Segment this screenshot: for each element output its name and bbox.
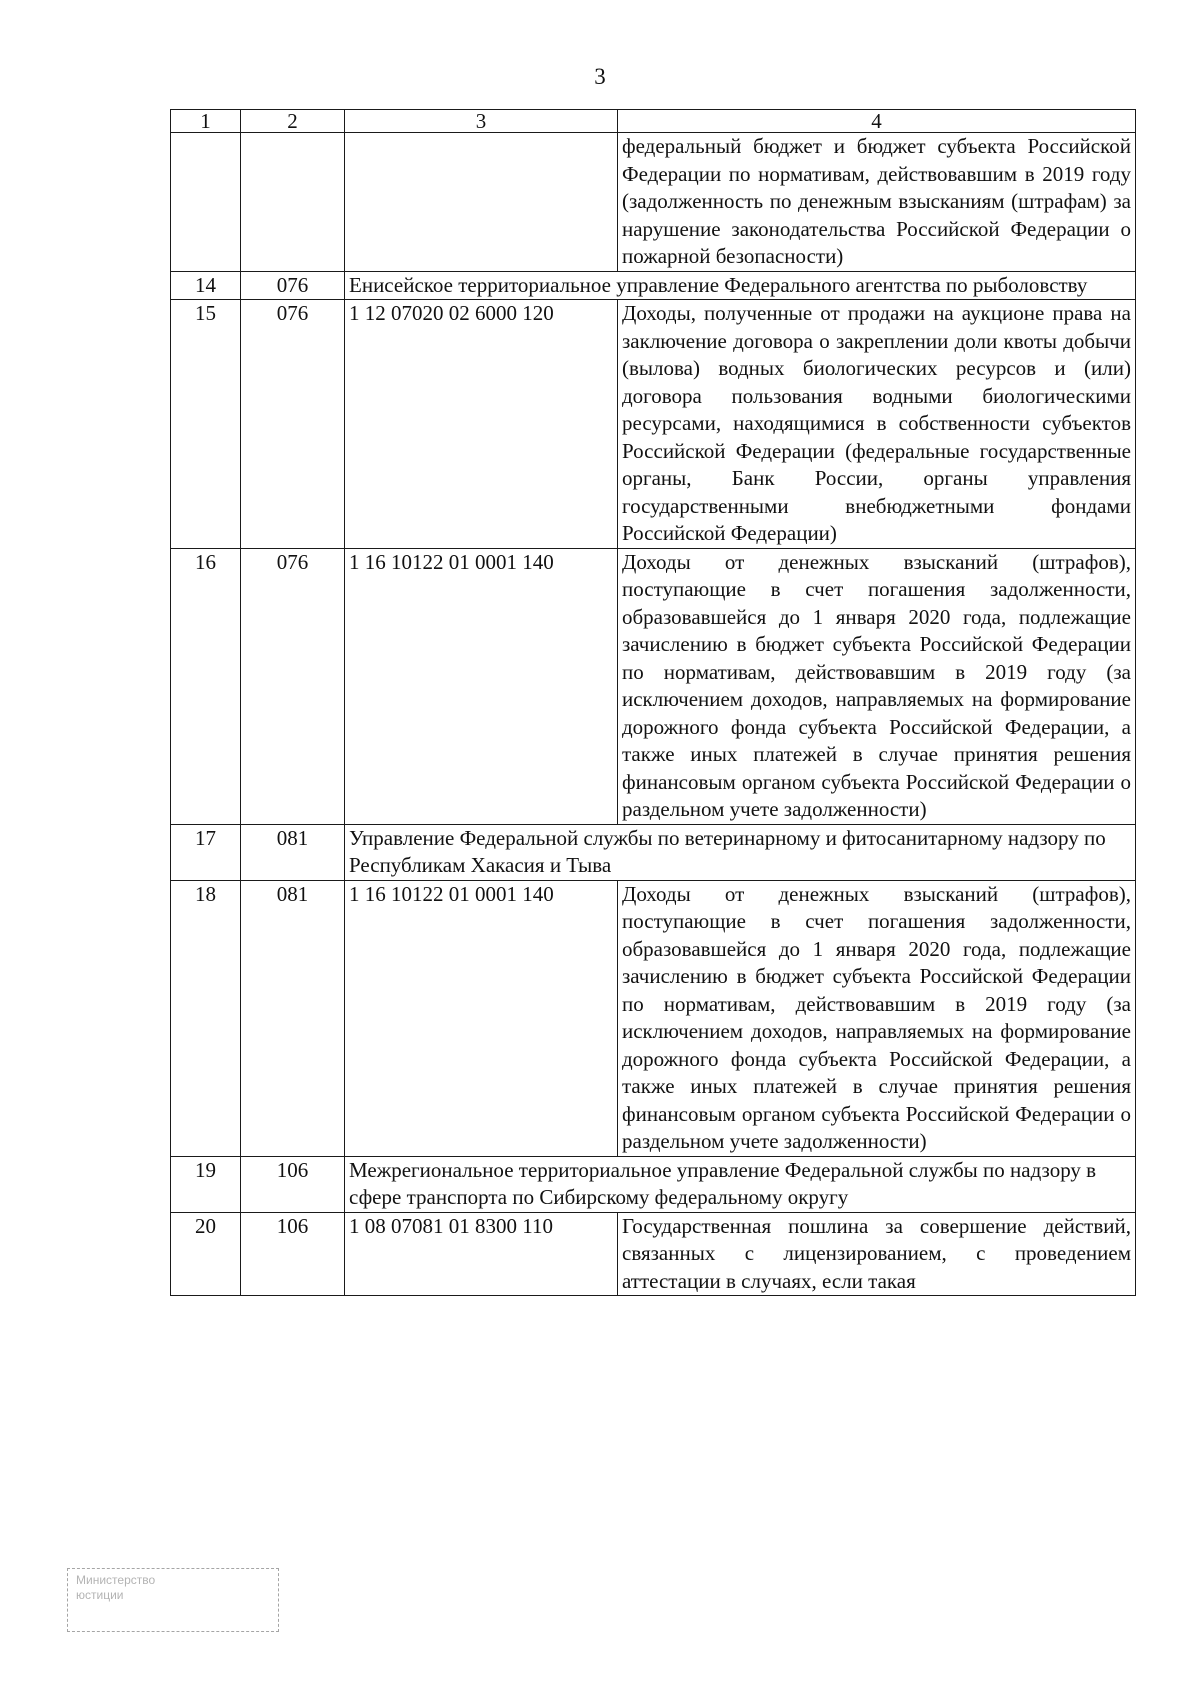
row-number: 15	[171, 300, 241, 549]
row-number: 14	[171, 271, 241, 300]
row-number: 16	[171, 548, 241, 824]
admin-code: 076	[241, 300, 345, 549]
income-description: Доходы, полученные от продажи на аукционе права на заключение договора о закреплении доли квоты добычи (вылова) водных биологических ресурсов и (или) договора пользования водными биологическими ресурсами, находящимися в собственности субъектов Российской Федерации (федеральные государственные органы, Банк России, органы управления государственными внебюджетными фондами Российской Федерации)	[618, 300, 1136, 549]
registration-stamp	[67, 1568, 279, 1632]
header-row	[171, 110, 1136, 133]
admin-code: 106	[241, 1156, 345, 1212]
budget-code: 1 08 07081 01 8300 110	[345, 1212, 618, 1296]
header-col-4: 4	[618, 110, 1136, 133]
page-number: 3	[594, 64, 606, 89]
budget-code: 1 16 10122 01 0001 140	[345, 880, 618, 1156]
table-row	[171, 548, 1136, 824]
admin-code: 076	[241, 548, 345, 824]
continuation-row	[171, 133, 1136, 272]
income-description: Доходы от денежных взысканий (штрафов), поступающие в счет погашения задолженности, образовавшейся до 1 января 2020 года, подлежащие зачислению в бюджет субъекта Российской Федерации по нормативам, действовавшим в 2019 году (за исключением доходов, направляемых на формирование дорожного фонда субъекта Российской Федерации, а также иных платежей в случае принятия решения финансовым органом субъекта Российской Федерации о раздельном учете задолженности)	[618, 880, 1136, 1156]
admin-code: 081	[241, 824, 345, 880]
table-row	[171, 1212, 1136, 1296]
table-row	[171, 824, 1136, 880]
header-col-1: 1	[171, 110, 241, 133]
table-row	[171, 880, 1136, 1156]
admin-code: 081	[241, 880, 345, 1156]
stamp-line-1: Министерство	[76, 1573, 156, 1587]
header-col-2: 2	[241, 110, 345, 133]
admin-code: 106	[241, 1212, 345, 1296]
table-row	[171, 300, 1136, 549]
income-description: Государственная пошлина за совершение действий, связанных с лицензированием, с проведением аттестации в случаях, если такая	[618, 1212, 1136, 1296]
budget-code: 1 12 07020 02 6000 120	[345, 300, 618, 549]
income-description: Доходы от денежных взысканий (штрафов), поступающие в счет погашения задолженности, образовавшейся до 1 января 2020 года, подлежащие зачислению в бюджет субъекта Российской Федерации по нормативам, действовавшим в 2019 году (за исключением доходов, направляемых на формирование дорожного фонда субъекта Российской Федерации, а также иных платежей в случае принятия решения финансовым органом субъекта Российской Федерации о раздельном учете задолженности)	[618, 548, 1136, 824]
row-number: 19	[171, 1156, 241, 1212]
table-row	[171, 1156, 1136, 1212]
org-name: Енисейское территориальное управление Федерального агентства по рыболовству	[345, 271, 1136, 300]
continuation-text: федеральный бюджет и бюджет субъекта Российской Федерации по нормативам, действовавшим в 2019 году (задолженность по денежным взысканиям (штрафам) за нарушение законодательства Российской Федерации о пожарной безопасности)	[618, 133, 1136, 272]
header-col-3: 3	[345, 110, 618, 133]
revenue-table	[170, 109, 1136, 1296]
org-name: Межрегиональное территориальное управление Федеральной службы по надзору в сфере транспорта по Сибирскому федеральному округу	[345, 1156, 1136, 1212]
row-number: 20	[171, 1212, 241, 1296]
row-number: 18	[171, 880, 241, 1156]
row-number: 17	[171, 824, 241, 880]
table-row	[171, 271, 1136, 300]
stamp-line-2: юстиции	[76, 1588, 124, 1602]
admin-code: 076	[241, 271, 345, 300]
budget-code: 1 16 10122 01 0001 140	[345, 548, 618, 824]
org-name: Управление Федеральной службы по ветеринарному и фитосанитарному надзору по Республикам Хакасия и Тыва	[345, 824, 1136, 880]
